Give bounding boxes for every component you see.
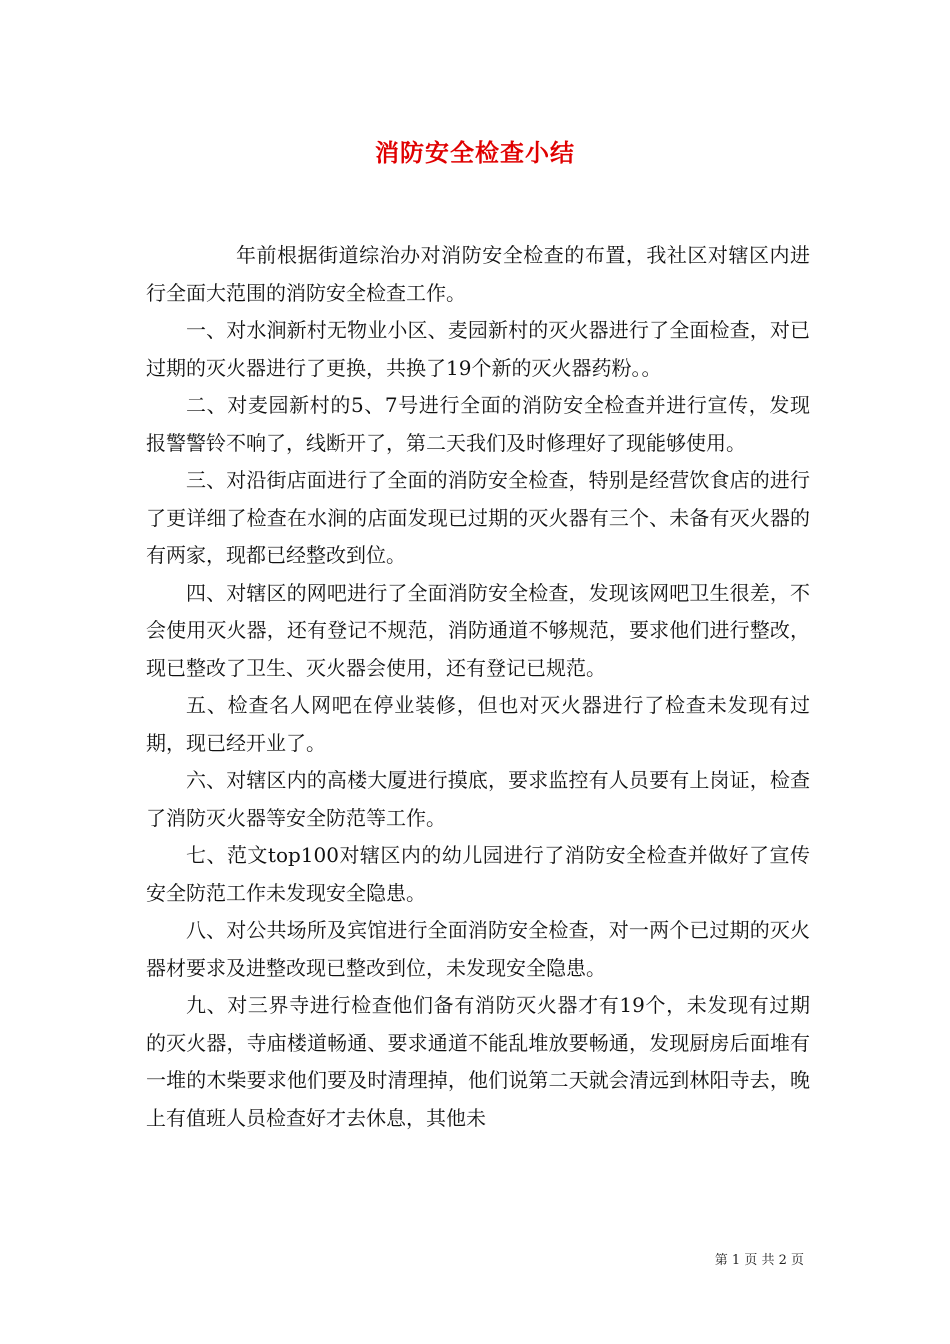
paragraph-item-5: 五、检查名人网吧在停业装修，但也对灭火器进行了检查未发现有过期，现已经开业了。 xyxy=(146,693,810,755)
paragraph-item-3: 三、对沿街店面进行了全面的消防安全检查，特别是经营饮食店的进行了更详细了检查在水涧的店面发现已过期的灭火器有三个、未备有灭火器的有两家，现都已经整改到位。 xyxy=(146,468,810,567)
paragraph-item-9: 九、对三界寺进行检查他们备有消防灭火器才有19个，未发现有过期的灭火器，寺庙楼道畅通、要求通道不能乱堆放要畅通，发现厨房后面堆有一堆的木柴要求他们要及时清理掉，他们说第二天就会清远到林阳寺去，晚上有值班人员检查好才去休息，其他未 xyxy=(146,993,810,1130)
paragraph-intro: 年前根据街道综治办对消防安全检查的布置，我社区对辖区内进行全面大范围的消防安全检查工作。 xyxy=(146,243,810,305)
paragraph-item-2: 二、对麦园新村的5、7号进行全面的消防安全检查并进行宣传，发现报警警铃不响了，线断开了，第二天我们及时修理好了现能够使用。 xyxy=(146,393,810,455)
page-number-footer: 第 1 页 共 2 页 xyxy=(714,1253,804,1268)
paragraph-item-6: 六、对辖区内的高楼大厦进行摸底，要求监控有人员要有上岗证，检查了消防灭火器等安全防范等工作。 xyxy=(146,768,810,830)
paragraph-item-1: 一、对水涧新村无物业小区、麦园新村的灭火器进行了全面检查，对已过期的灭火器进行了更换，共换了19个新的灭火器药粉。。 xyxy=(146,318,810,380)
paragraph-item-4: 四、对辖区的网吧进行了全面消防安全检查，发现该网吧卫生很差，不会使用灭火器，还有登记不规范，消防通道不够规范，要求他们进行整改，现已整改了卫生、灭火器会使用，还有登记已规范。 xyxy=(146,580,810,680)
paragraph-item-8: 八、对公共场所及宾馆进行全面消防安全检查，对一两个已过期的灭火器材要求及进整改现已整改到位，未发现安全隐患。 xyxy=(146,918,810,980)
paragraph-item-7: 七、范文top100对辖区内的幼儿园进行了消防安全检查并做好了宣传安全防范工作未发现安全隐患。 xyxy=(146,843,810,905)
document-title: 消防安全检查小结 xyxy=(375,138,575,167)
document-body xyxy=(146,237,810,1137)
